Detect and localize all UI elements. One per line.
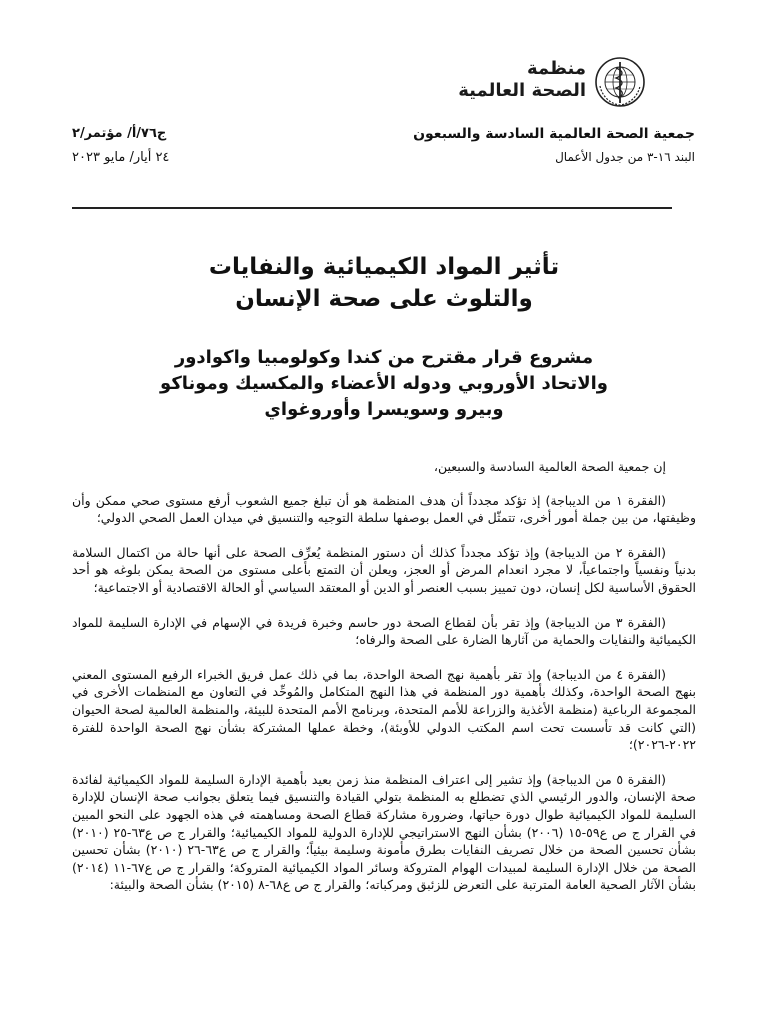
preamble-paragraph-2: (الفقرة ٢ من الديباجة) وإذ تؤكد مجدداً كذلك أن دستور المنظمة يُعرِّف الصحة على أنها حالة من اكتمال السلامة بدنياً ونفسياً واجتماعياً، لا مجرد انعدام المرض أو العجز، ويعلن أن التمتع بأعلى مستوى من الصحة يمكن بلوغه هو أحد الحقوق الأساسية لكل إنسان، دون تمييز بسبب العنصر أو الدين أو المعتقد السياسي أو الحالة الاقتصادية أو الاجتماعية؛ bbox=[72, 544, 696, 595]
subtitle-line-2: والاتحاد الأوروبي ودوله الأعضاء والمكسيك وموناكو bbox=[160, 373, 608, 394]
title-line-1: تأثير المواد الكيميائية والنفايات bbox=[208, 254, 560, 280]
subtitle-line-1: مشروع قرار مقترح من كندا وكولومبيا واكوادور bbox=[174, 347, 594, 368]
agenda-item: البند ١٦-٣ من جدول الأعمال bbox=[555, 150, 695, 164]
document-reference: ج٧٦/أ/ مؤتمر/٢ bbox=[72, 126, 167, 141]
preamble-paragraph-4: (الفقرة ٤ من الديباجة) وإذ تقر بأهمية نهج الصحة الواحدة، بما في ذلك عمل فريق الخبراء الرفيع المستوى المعني بنهج الصحة الواحدة، وكذلك بأهمية دور المنظمة في هذا النهج المتكامل والمُوحِّد في التعاون مع المنظمات الأخرى في المجموعة الرباعية (منظمة الأغذية والزراعة للأمم المتحدة، وبرنامج الأمم المتحدة للبيئة، والمنظمة العالمية لصحة الحيوان (التي كانت قد تأسست تحت اسم المكتب الدولي للأوبئة)، وخطة عملها المشتركة بشأن نهج الصحة الواحدة للفترة ٢٠٢٢-٢٠٢٦)؛ bbox=[72, 666, 696, 753]
org-name-line1: منظمة bbox=[526, 58, 586, 79]
subtitle-line-3: وبيرو وسويسرا وأوروغواي bbox=[264, 399, 504, 420]
document-body bbox=[72, 458, 696, 911]
document-date: ٢٤ أيار/ مايو ٢٠٢٣ bbox=[72, 150, 170, 165]
title-line-2: والتلوث على صحة الإنسان bbox=[235, 286, 533, 312]
intro-paragraph: إن جمعية الصحة العالمية السادسة والسبعين، bbox=[433, 459, 666, 474]
header-divider bbox=[72, 207, 672, 209]
org-name-line2: الصحة العالمية bbox=[458, 80, 586, 101]
who-emblem-icon bbox=[594, 56, 646, 108]
preamble-paragraph-5: (الفقرة ٥ من الديباجة) وإذ تشير إلى اعتراف المنظمة منذ زمن بعيد بأهمية الإدارة السليمة للمواد الكيميائية لفائدة صحة الإنسان، والدور الرئيسي الذي تضطلع به المنظمة بتولي القيادة والتنسيق فيما يتعلق بجوانب صحة الإنسان للإدارة السليمة للمواد الكيميائية طوال دورة حياتها، وضرورة مشاركة قطاع الصحة ومساهمته في هذه الجهود على النحو المبين في القرار ج ص ع٥٩-١٥ (٢٠٠٦) بشأن النهج الاستراتيجي للإدارة الدولية للمواد الكيميائية؛ والقرار ج ص ع٦٣-٢٥ (٢٠١٠) بشأن تحسين الصحة من خلال تصريف النفايات بطرق مأمونة وسليمة بيئياً؛ والقرار ج ص ع٦٣-٢٦ (٢٠١٠) بشأن تحسين الصحة من خلال الإدارة السليمة لمبيدات الهوام المتروكة وسائر المواد الكيميائية المتروكة؛ والقرار ج ص ع٦٧-١١ (٢٠١٤) بشأن الآثار الصحية العامة المترتبة على التعرض للزئبق ومركباته؛ والقرار ج ص ع٦٨-٨ (٢٠١٥) بشأن الصحة والبيئة: bbox=[72, 771, 696, 893]
preamble-paragraph-1: (الفقرة ١ من الديباجة) إذ تؤكد مجدداً أن هدف المنظمة هو أن تبلغ جميع الشعوب أرفع مستوى صحي ممكن وأن وظيفتها، من بين جملة أمور أخرى، تتمثّل في العمل بوصفها سلطة التوجيه والتنسيق في ميدان العمل الصحي الدولي؛ bbox=[72, 492, 696, 526]
assembly-name: جمعية الصحة العالمية السادسة والسبعون bbox=[413, 126, 695, 142]
org-name bbox=[458, 58, 586, 102]
preamble-paragraph-3: (الفقرة ٣ من الديباجة) وإذ تقر بأن لقطاع الصحة دور حاسم وخبرة فريدة في الإسهام في الإدارة السليمة للمواد الكيميائية والنفايات والحماية من آثارها الضارة على الصحة والرفاه؛ bbox=[72, 614, 696, 648]
